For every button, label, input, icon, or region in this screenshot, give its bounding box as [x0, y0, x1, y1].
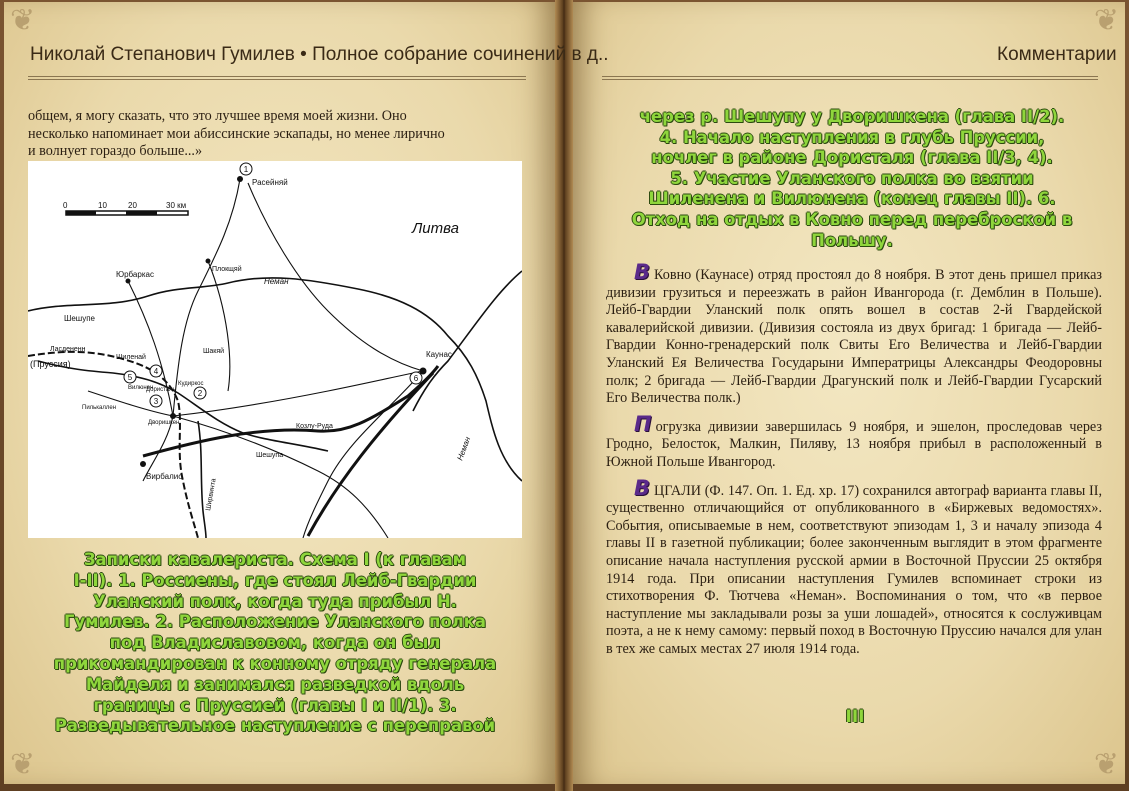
caption-line: Шиленена и Вилюнена (конец главы II). 6.: [648, 189, 1056, 209]
scale-bar: [63, 201, 188, 215]
caption-line: Записки кавалериста. Схема I (к главам: [83, 550, 467, 569]
place-label: Юрбаркас: [116, 270, 154, 279]
scale-label: 0: [63, 201, 68, 210]
place-label: Козлу-Руда: [296, 423, 333, 430]
marker-1: [240, 163, 252, 175]
paragraph-text: Ковно (Каунасе) отряд простоял до 8 ноября. В этот день пришел приказ дивизии грузиться и переезжать в район Ивангорода (г. Демблин в Польше). Лейб-Гвардии Уланский полк опять вошел в состав 2-й Гвардейской кавалерийской дивизии. (Дивизия состояла из двух бригад: 1 бригада — Лейб-Гвардии Конно-гренадерский полк Свиты Его Величества и Лейб-Гвардии Уланский Ея Величества Государыни Императрицы Александры Феодоровны полк; 2 бригада — Лейб-Гвардии Драгунский полк и Лейб-Гвардии Гусарский Его Величества полк.): [606, 267, 1102, 407]
place-label: Дористаль: [146, 387, 176, 393]
drop-cap: В: [634, 260, 651, 284]
right-header-rule: [602, 76, 1098, 80]
place-label: Шешупа: [256, 452, 284, 459]
text-line: несколько напоминает мои абиссинские эскапады, но менее лирично: [28, 125, 445, 142]
left-intro-text: [28, 108, 522, 161]
left-header-rule: [28, 76, 526, 80]
marker-5: [124, 371, 136, 383]
paragraph: [606, 411, 1102, 472]
caption-line: прикомандирован к конному отряду генерала: [53, 653, 497, 673]
marker-4: [150, 365, 162, 377]
map-figure: [28, 161, 522, 538]
place-label: Пилькаллен: [82, 405, 117, 411]
marker-6: [410, 372, 422, 384]
place-label: Неман: [264, 277, 289, 286]
place-label: Расейняй: [252, 178, 288, 187]
scale-label: 10: [98, 201, 107, 210]
paragraph-text: ЦГАЛИ (Ф. 147. Оп. 1. Ед. хр. 17) сохранился автограф варианта главы II, существенно отличающийся от опубликованного в «Биржевых ведомостях». События, описываемые в нем, соответствуют эпизодам 1, 3 и началу эпизода 4 главы II в газетной публикации; более законченным выглядит в этом фрагменте описание начала наступления русской армии в Восточной Пруссии 25 октября 1914 года. При описании наступления Гумилев вспоминает строки из стихотворения Ф. Тютчева «Неман». Воспоминания о том, что «в первое наступление мы закладывали розы за уши лошадей», относятся к сослуживцам поэта, а не к нему самому: первый поход в Восточную Пруссию начался для улан в тех же самых местах 27 июля 1914 года.: [606, 482, 1102, 657]
scale-label: 20: [128, 201, 137, 210]
place-label: Дворишкен: [148, 420, 180, 426]
caption-line: Уланский полк, когда туда прибыл Н.: [93, 591, 457, 611]
place-label: Каунас: [426, 350, 452, 359]
border-line: [28, 352, 198, 538]
caption-line: Отход на отдых в Ковно перед переброской в: [631, 209, 1073, 229]
caption-line: 5. Участие Уланского полка во взятии: [670, 168, 1034, 188]
text-line: общем, я могу сказать, что это лучшее время моей жизни. Оно: [28, 108, 407, 124]
place-label: Шакяй: [203, 348, 225, 355]
marker-2: [194, 387, 206, 399]
caption-line: Гумилев. 2. Расположение Уланского полка: [64, 612, 486, 632]
place-label: Плокщяй: [212, 266, 242, 273]
place-label: Шиленай: [116, 354, 146, 361]
left-running-header: Николай Степанович Гумилев • Полное собрание сочинений в д..: [30, 44, 609, 65]
svg-text:4: 4: [153, 367, 159, 376]
caption-line: под Владиславовом, когда он был: [109, 633, 441, 653]
caption-line: ночлег в районе Дористаля (глава II/3, 4).: [651, 148, 1053, 168]
caption-line: границы с Пруссией (главы I и II/1). 3.: [93, 695, 457, 715]
section-number: III: [845, 707, 865, 727]
caption-line: 4. Начало наступления в глубь Пруссии,: [659, 127, 1045, 147]
caption-line: Майделя и занимался разведкой вдоль: [85, 674, 465, 694]
caption-line: Польшу.: [811, 230, 893, 250]
caption-line: через р. Шешупу у Дворишкена (глава II/2).: [639, 107, 1065, 126]
svg-text:1: 1: [243, 165, 249, 174]
prussia-label: (Пруссия): [30, 359, 71, 369]
scale-label: 30 км: [166, 201, 187, 210]
place-label: Кудиркос: [178, 381, 204, 387]
commentary-text: [606, 260, 1102, 658]
text-line: и волнует гораздо больше...»: [28, 143, 203, 160]
right-running-header: Комментарии: [997, 44, 1117, 65]
caption-line: Разведывательное наступление с переправой: [54, 716, 496, 736]
drop-cap: П: [634, 411, 652, 436]
place-label: Неман: [455, 435, 473, 462]
paragraph: [606, 260, 1102, 408]
region-label: Литва: [412, 220, 459, 237]
place-label: Вилюнен: [128, 385, 154, 391]
place-label: Ласдененн: [50, 346, 86, 353]
paragraph-text: огрузка дивизии завершилась 9 ноября, и эшелон, проследовав через Гродно, Белосток, Малкин, Пиляву, 13 ноября прибыл в расположенный в Южной Польше Ивангород.: [606, 418, 1102, 470]
book-spine: [555, 0, 573, 791]
paragraph: [606, 475, 1102, 659]
map-caption: [28, 550, 522, 737]
svg-text:3: 3: [153, 397, 159, 406]
railways: [143, 366, 438, 536]
place-label: Ширвинта: [205, 477, 218, 512]
place-label: Вирбалис: [146, 472, 183, 481]
ornament-corner-icon: ❦: [10, 748, 36, 781]
svg-text:2: 2: [197, 389, 203, 398]
ornament-corner-icon: ❦: [1093, 748, 1119, 781]
ornament-corner-icon: ❦: [10, 4, 36, 37]
drop-cap: В: [634, 475, 651, 500]
ornament-corner-icon: ❦: [1093, 4, 1119, 37]
map-caption-continued: [604, 107, 1100, 251]
place-label: Шешупе: [64, 314, 95, 323]
caption-line: I-II). 1. Россиены, где стоял Лейб-Гвардии: [73, 570, 477, 590]
marker-3: [150, 395, 162, 407]
svg-text:6: 6: [413, 374, 419, 383]
svg-text:5: 5: [127, 373, 133, 382]
